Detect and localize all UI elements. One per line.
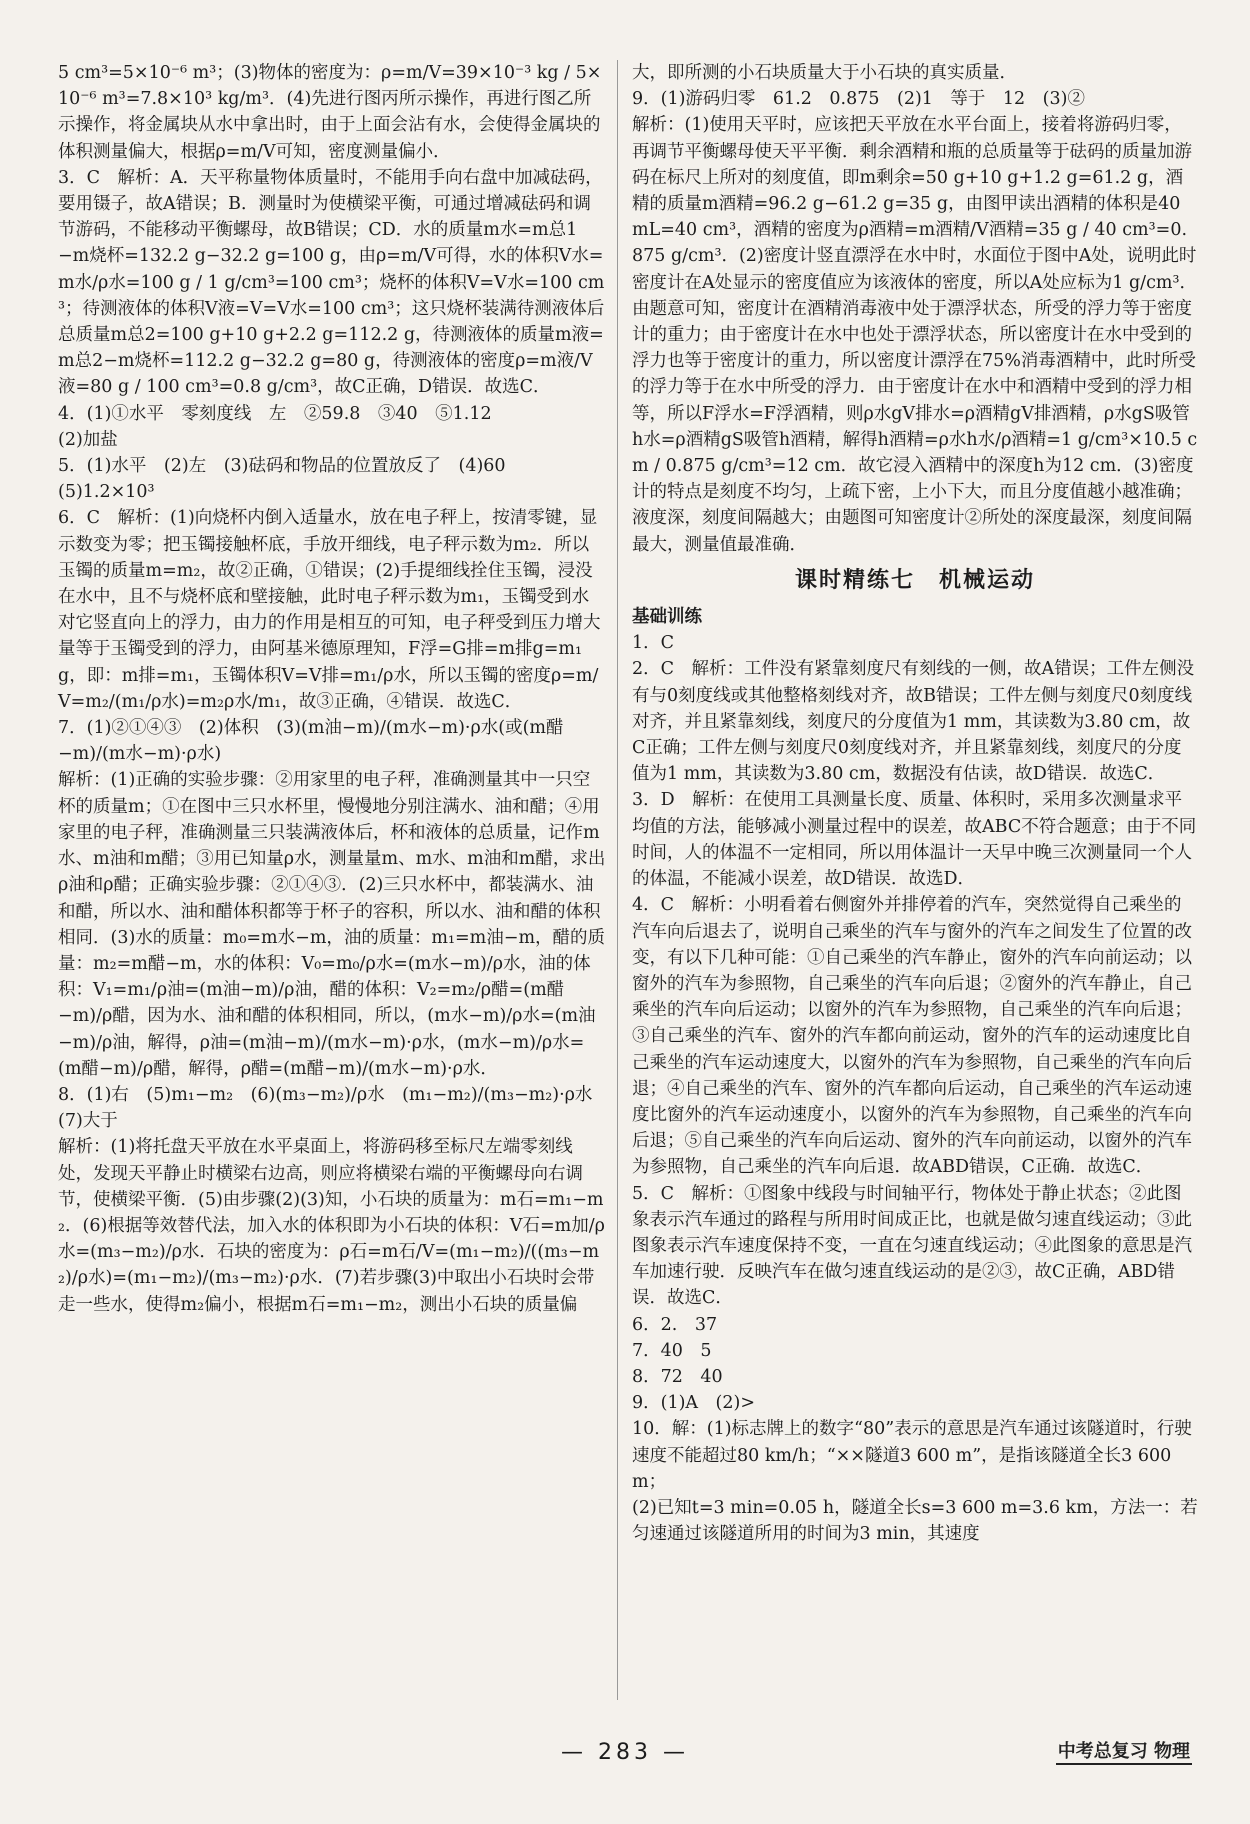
right-column xyxy=(632,60,1198,1547)
answer-7: 7．(1)②①④③ (2)体积 (3)(m油−m)/(m水−m)·ρ水(或(m醋−m)/(m水−m)·ρ水) xyxy=(58,718,564,765)
answer-8-part-7: (7)大于 xyxy=(58,1111,118,1132)
answer-5: 5．(1)水平 (2)左 (3)砝码和物品的位置放反了 (4)60 xyxy=(58,456,506,477)
answer-4: 4．(1)①水平 零刻度线 左 ②59.8 ③40 ⑤1.12 xyxy=(58,403,492,424)
brand-logo: 中考总复习 物理 xyxy=(1056,1737,1192,1765)
motion-answer-7: 7．40 5 xyxy=(632,1340,712,1361)
answer-7-analysis: 解析：(1)正确的实验步骤：②用家里的电子秤，准确测量其中一只空杯的质量m；①在图中三只水杯里，慢慢地分别注满水、油和醋；④用家里的电子秤，准确测量三只装满液体后，杯和液体的总质量，记作m水、m油和m醋；③用已知量ρ水，测量量m、m水、m油和m醋，求出ρ油和ρ醋；正确实验步骤：②①④③．(2)三只水杯中，都装满水、油和醋，所以水、油和醋体积都等于杯子的容积，所以水、油和醋的体积相同．(3)水的质量：m₀=m水−m，油的质量：m₁=m油−m，醋的质量：m₂=m醋−m，水的体积：V₀=m₀/ρ水=(m水−m)/ρ水，油的体积：V₁=m₁/ρ油=(m油−m)/ρ油，醋的体积：V₂=m₂/ρ醋=(m醋−m)/ρ醋，因为水、油和醋的体积相同，所以，(m水−m)/ρ水=(m油−m)/ρ油，解得，ρ油=(m油−m)/(m水−m)·ρ水，(m水−m)/ρ水=(m醋−m)/ρ醋，解得，ρ醋=(m醋−m)/(m水−m)·ρ水． xyxy=(58,770,606,1079)
answer-3: 3．C 解析：A．天平称量物体质量时，不能用手向右盘中加减砝码，要用镊子，故A错误；B．测量时为使横梁平衡，可通过增减砝码和调节游码，不能移动平衡螺母，故B错误；CD．水的质量m水=m总1−m烧杯=132.2 g−32.2 g=100 g，由ρ=m/V可得，水的体积V水=m水/ρ水=100 g / 1 g/cm³=100 cm³；烧杯的体积V=V水=100 cm³；待测液体的体积V液=V=V水=100 cm³；这只烧杯装满待测液体后总质量m总2=100 g+10 g+2.2 g=112.2 g，待测液体的质量m液=m总2−m烧杯=112.2 g−32.2 g=80 g，待测液体的密度ρ=m液/V液=80 g / 100 cm³=0.8 g/cm³，故C正确，D错误．故选C． xyxy=(58,167,605,398)
motion-answer-10-part-2: (2)已知t=3 min=0.05 h，隧道全长s=3 600 m=3.6 km，方法一：若匀速通过该隧道所用的时间为3 min，其速度 xyxy=(632,1497,1198,1545)
motion-answer-4: 4．C 解析：小明看着右侧窗外并排停着的汽车，突然觉得自己乘坐的汽车向后退去了，说明自己乘坐的汽车与窗外的汽车之间发生了位置的改变，有以下几种可能：①自己乘坐的汽车静止，窗外的汽车向前运动；以窗外的汽车为参照物，自己乘坐的汽车向后退；②窗外的汽车静止，自己乘坐的汽车向后运动；以窗外的汽车为参照物，自己乘坐的汽车向后退；③自己乘坐的汽车、窗外的汽车都向前运动，窗外的汽车的运动速度比自己乘坐的汽车运动速度大，以窗外的汽车为参照物，自己乘坐的汽车向后退；④自己乘坐的汽车、窗外的汽车都向后运动，自己乘坐的汽车运动速度比窗外的汽车运动速度小，以窗外的汽车为参照物，自己乘坐的汽车向后退；⑤自己乘坐的汽车向后运动、窗外的汽车向前运动，以窗外的汽车为参照物，自己乘坐的汽车向后退．故ABD错误，C正确．故选C． xyxy=(632,895,1192,1178)
motion-answer-2: 2．C 解析：工件没有紧靠刻度尺有刻线的一侧，故A错误；工件左侧没有与0刻度线或其他整格刻线对齐，故B错误；工件左侧与刻度尺0刻度线对齐，并且紧靠刻线，刻度尺的分度值为1 mm，其读数为3.80 cm，故C正确；工件左侧与刻度尺0刻度线对齐，并且紧靠刻线，刻度尺的分度值为1 mm，其读数为3.80 cm，数据没有估读，故D错误．故选C． xyxy=(632,659,1195,785)
answer-8: 8．(1)右 (5)m₁−m₂ (6)(m₃−m₂)/ρ水 (m₁−m₂)/(m₃−m₂)·ρ水 xyxy=(58,1084,593,1105)
left-column xyxy=(58,60,606,1318)
motion-answer-3: 3．D 解析：在使用工具测量长度、质量、体积时，采用多次测量求平均值的方法，能够减小测量过程中的误差，故ABC不符合题意；由于不同时间，人的体温不一定相同，所以用体温计一天早中晚三次测量同一个人的体温，不能减小误差，故D错误．故选D． xyxy=(632,790,1197,890)
paragraph-1: 5 cm³=5×10⁻⁶ m³；(3)物体的密度为：ρ=m/V=39×10⁻³ kg / 5×10⁻⁶ m³=7.8×10³ kg/m³．(4)先进行图丙所示操作，再进行图乙所示操作，将金属块从水中拿出时，由于上面会沾有水，会使得金属块的体积测量偏大，根据ρ=m/V可知，密度测量偏小． xyxy=(58,63,602,162)
answer-8-analysis: 解析：(1)将托盘天平放在水平桌面上，将游码移至标尺左端零刻线处，发现天平静止时横梁右边高，则应将横梁右端的平衡螺母向右调节，使横梁平衡．(5)由步骤(2)(3)知，小石块的质量为：m石=m₁−m₂．(6)根据等效替代法，加入水的体积即为小石块的体积：V石=m加/ρ水=(m₃−m₂)/ρ水．石块的密度为：ρ石=m石/V=(m₁−m₂)/((m₃−m₂)/ρ水)=(m₁−m₂)/(m₃−m₂)·ρ水．(7)若步骤(3)中取出小石块时会带走一些水，使得m₂偏小，根据m石=m₁−m₂，测出小石块的质量偏 xyxy=(58,1137,605,1315)
motion-answer-9: 9．(1)A (2)> xyxy=(632,1393,756,1414)
answer-8-continued: 大，即所测的小石块质量大于小石块的真实质量． xyxy=(632,63,1017,83)
column-divider xyxy=(617,60,618,1700)
answer-6: 6．C 解析：(1)向烧杯内倒入适量水，放在电子秤上，按清零键，显示数变为零；把玉镯接触杯底，手放开细线，电子秤示数为m₂．所以玉镯的质量m=m₂，故②正确，①错误；(2)手提细线拴住玉镯，浸没在水中，且不与烧杯底和壁接触，此时电子秤示数为m₁，玉镯受到水对它竖直向上的浮力，由力的作用是相互的可知，电子秤受到压力增大量等于玉镯受到的浮力，由阿基米德原理知，F浮=G排=m排g=m₁g，即：m排=m₁，玉镯体积V=V排=m₁/ρ水，所以玉镯的密度ρ=m/V=m₂/(m₁/ρ水)=m₂ρ水/m₁，故③正确，④错误．故选C． xyxy=(58,508,601,712)
motion-answer-1: 1．C xyxy=(632,633,675,654)
answer-5-part-5: (5)1.2×10³ xyxy=(58,482,155,503)
answer-4-part-2: (2)加盐 xyxy=(58,429,118,450)
page-number: — 283 — xyxy=(561,1740,689,1765)
motion-answer-6: 6．2. 37 xyxy=(632,1314,718,1335)
answer-9: 9．(1)游码归零 61.2 0.875 (2)1 等于 12 (3)② xyxy=(632,89,1085,110)
motion-answer-5: 5．C 解析：①图象中线段与时间轴平行，物体处于静止状态；②此图象表示汽车通过的路程与所用时间成正比，也就是做匀速直线运动；③此图象表示汽车速度保持不变，一直在匀速直线运动；④此图象的意思是汽车加速行驶．反映汽车在做匀速直线运动的是②③，故C正确，ABD错误．故选C． xyxy=(632,1183,1192,1309)
motion-answer-8: 8．72 40 xyxy=(632,1366,723,1387)
section-title: 课时精练七 机械运动 xyxy=(794,567,1035,593)
motion-answer-10: 10．解：(1)标志牌上的数字“80”表示的意思是汽车通过该隧道时，行驶速度不能超过80 km/h；“××隧道3 600 m”，是指该隧道全长3 600 m； xyxy=(632,1419,1192,1492)
sub-title: 基础训练 xyxy=(632,607,702,628)
answer-9-analysis: 解析：(1)使用天平时，应该把天平放在水平台面上，接着将游码归零，再调节平衡螺母使天平平衡．剩余酒精和瓶的总质量等于砝码的质量加游码在标尺上所对的刻度值，即m剩余=50 g+10 g+1.2 g=61.2 g，酒精的质量m酒精=96.2 g−61.2 g=35 g，由图甲读出酒精的体积是40 mL=40 cm³，酒精的密度为ρ酒精=m酒精/V酒精=35 g / 40 cm³=0.875 g/cm³．(2)密度计竖直漂浮在水中时，水面位于图中A处，说明此时密度计在A处显示的密度值应为该液体的密度，所以A处应标为1 g/cm³．由题意可知，密度计在酒精消毒液中处于漂浮状态，所受的浮力等于密度计的重力；由于密度计在水中也处于漂浮状态，所以密度计在水中受到的浮力也等于密度计的重力，所以密度计漂浮在75%消毒酒精中，此时所受的浮力等于在水中所受的浮力．由于密度计在水中和酒精中受到的浮力相等，所以F浮水=F浮酒精，则ρ水gV排水=ρ酒精gV排酒精，ρ水gS吸管h水=ρ酒精gS吸管h酒精，解得h酒精=ρ水h水/ρ酒精=1 g/cm³×10.5 cm / 0.875 g/cm³=12 cm．故它浸入酒精中的深度h为12 cm．(3)密度计的特点是刻度不均匀，上疏下密，上小下大，而且分度值越小越准确；液度深，刻度间隔越大；由题图可知密度计②所处的深度最深，刻度间隔最大，测量值最准确． xyxy=(632,115,1198,555)
